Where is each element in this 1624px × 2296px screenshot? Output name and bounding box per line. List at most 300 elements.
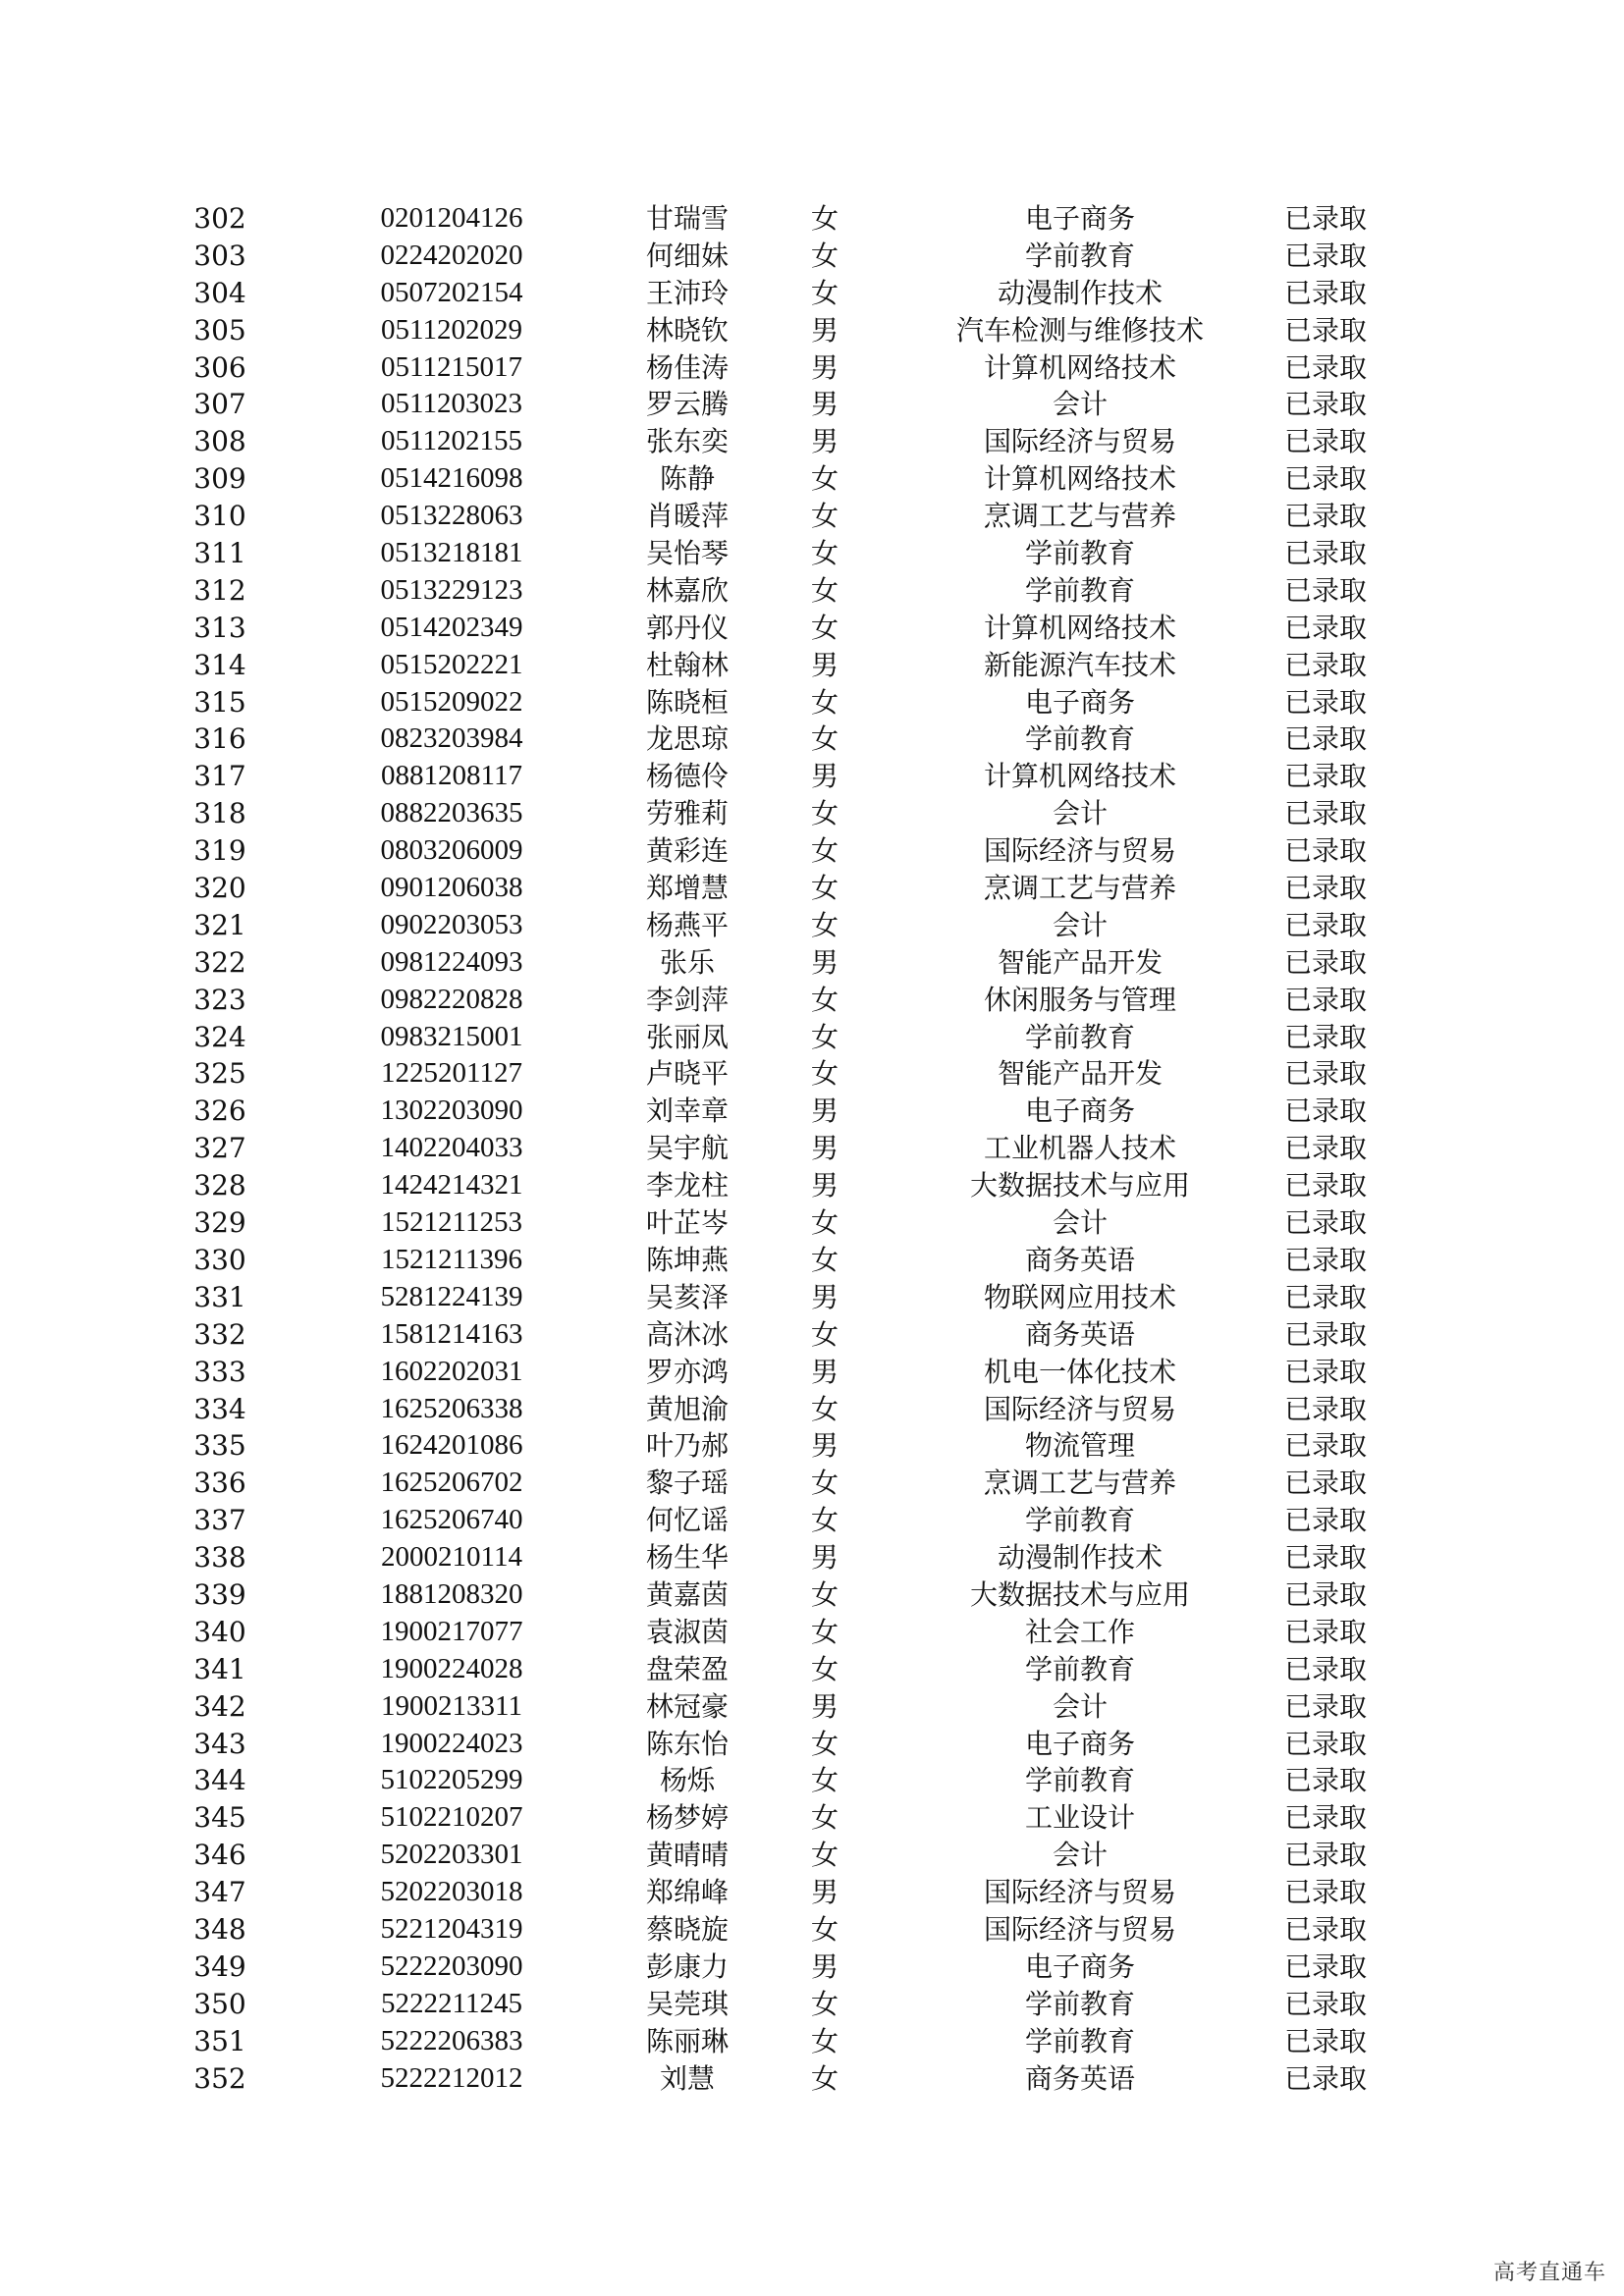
row-number-cell: 344 [193,1764,246,1797]
candidate-id-cell: 1302203090 [380,1095,523,1127]
candidate-id-cell: 1624201086 [380,1429,523,1462]
admission-status-cell: 已录取 [1283,202,1367,235]
major-cell: 工业设计 [1024,1801,1135,1835]
student-name-cell: 林冠豪 [645,1689,729,1723]
admission-status-cell: 已录取 [1283,1949,1367,1983]
row-number-cell: 310 [193,500,246,533]
watermark-text: 高考直通车 [1492,2261,1606,2285]
student-name-cell: 陈晓桓 [645,685,729,719]
major-cell: 烹调工艺与营养 [983,872,1176,905]
row-number-cell: 315 [193,685,246,719]
table-row [0,1354,1624,1391]
gender-cell: 女 [810,462,839,496]
major-cell: 计算机网络技术 [983,462,1176,496]
student-name-cell: 劳雅莉 [645,797,729,830]
gender-cell: 男 [810,1355,839,1388]
candidate-id-cell: 0224202020 [380,239,523,271]
table-row [0,1019,1624,1056]
candidate-id-cell: 0514202349 [380,611,523,643]
major-cell: 物联网应用技术 [983,1280,1176,1313]
major-cell: 商务英语 [1024,1243,1135,1276]
student-name-cell: 黄嘉茵 [645,1577,729,1611]
table-row [0,1427,1624,1465]
candidate-id-cell: 5102210207 [380,1801,523,1834]
student-name-cell: 李剑萍 [645,983,729,1016]
candidate-id-cell: 1521211396 [381,1243,522,1275]
row-number-cell: 349 [193,1949,246,1983]
admission-status-cell: 已录取 [1283,1392,1367,1425]
row-number-cell: 352 [193,2061,246,2095]
student-name-cell: 杨生华 [645,1541,729,1575]
candidate-id-cell: 1581214163 [380,1317,523,1350]
student-name-cell: 黄旭渝 [645,1392,729,1425]
candidate-id-cell: 1900224028 [380,1652,523,1684]
gender-cell: 女 [810,685,839,719]
candidate-id-cell: 0511202029 [381,313,522,346]
student-name-cell: 郑绵峰 [645,1876,729,1909]
row-number-cell: 325 [193,1057,246,1091]
row-number-cell: 318 [193,797,246,830]
gender-cell: 女 [810,202,839,235]
row-number-cell: 350 [193,1987,246,2020]
row-number-cell: 332 [193,1317,246,1351]
major-cell: 电子商务 [1024,1949,1135,1983]
gender-cell: 男 [810,313,839,347]
gender-cell: 女 [810,1577,839,1611]
table-row [0,1316,1624,1354]
gender-cell: 女 [810,573,839,607]
table-row [0,1465,1624,1502]
gender-cell: 女 [810,1243,839,1276]
candidate-id-cell: 1625206702 [380,1467,523,1499]
table-row [0,349,1624,387]
student-name-cell: 陈丽琳 [645,2024,729,2057]
major-cell: 国际经济与贸易 [983,1912,1176,1946]
student-name-cell: 罗亦鸿 [645,1355,729,1388]
table-row [0,795,1624,832]
major-cell: 社会工作 [1024,1615,1135,1648]
table-row [0,758,1624,795]
admission-status-cell: 已录取 [1283,537,1367,570]
student-name-cell: 吴莞琪 [645,1987,729,2020]
table-row [0,1055,1624,1093]
admission-status-cell: 已录取 [1283,1689,1367,1723]
table-row [0,572,1624,610]
admission-status-cell: 已录取 [1283,2024,1367,2057]
table-row [0,1204,1624,1242]
row-number-cell: 302 [193,202,246,235]
table-row [0,1911,1624,1949]
table-row [0,1874,1624,1911]
major-cell: 学前教育 [1024,1504,1135,1537]
candidate-id-cell: 0983215001 [380,1020,523,1052]
gender-cell: 女 [810,1987,839,2020]
row-number-cell: 323 [193,983,246,1016]
major-cell: 学前教育 [1024,1764,1135,1797]
table-row [0,610,1624,647]
gender-cell: 女 [810,1020,839,1053]
student-name-cell: 龙思琼 [645,722,729,756]
major-cell: 会计 [1052,797,1108,830]
student-name-cell: 叶乃郝 [645,1429,729,1463]
admission-status-cell: 已录取 [1283,462,1367,496]
student-name-cell: 吴怡琴 [645,537,729,570]
table-row [0,238,1624,275]
major-cell: 动漫制作技术 [997,1541,1163,1575]
admission-status-cell: 已录取 [1283,500,1367,533]
candidate-id-cell: 1900213311 [381,1689,522,1722]
table-row [0,423,1624,460]
row-number-cell: 341 [193,1652,246,1685]
admission-status-cell: 已录取 [1283,1912,1367,1946]
gender-cell: 女 [810,2061,839,2095]
student-name-cell: 杨梦婷 [645,1801,729,1835]
student-name-cell: 王沛玲 [645,276,729,309]
student-name-cell: 何忆谣 [645,1504,729,1537]
major-cell: 计算机网络技术 [983,760,1176,793]
major-cell: 会计 [1052,388,1108,421]
gender-cell: 女 [810,1467,839,1500]
major-cell: 大数据技术与应用 [969,1577,1190,1611]
row-number-cell: 336 [193,1467,246,1500]
table-row [0,1279,1624,1316]
row-number-cell: 330 [193,1243,246,1276]
row-number-cell: 320 [193,872,246,905]
admission-status-cell: 已录取 [1283,722,1367,756]
admission-status-cell: 已录取 [1283,1615,1367,1648]
table-row [0,647,1624,684]
row-number-cell: 338 [193,1541,246,1575]
row-number-cell: 305 [193,313,246,347]
gender-cell: 女 [810,722,839,756]
student-name-cell: 陈坤燕 [645,1243,729,1276]
row-number-cell: 303 [193,239,246,272]
student-name-cell: 卢晓平 [645,1057,729,1091]
gender-cell: 女 [810,1839,839,1872]
candidate-id-cell: 0507202154 [380,276,523,308]
gender-cell: 男 [810,648,839,681]
candidate-id-cell: 1521211253 [381,1206,522,1239]
row-number-cell: 342 [193,1689,246,1723]
candidate-id-cell: 5222206383 [380,2024,523,2056]
row-number-cell: 348 [193,1912,246,1946]
candidate-id-cell: 0515202221 [380,648,523,680]
student-name-cell: 郭丹仪 [645,611,729,644]
student-name-cell: 杜翰林 [645,648,729,681]
row-number-cell: 328 [193,1169,246,1202]
candidate-id-cell: 5222212012 [380,2061,523,2094]
table-row [0,1837,1624,1874]
admission-status-cell: 已录取 [1283,1801,1367,1835]
student-name-cell: 张丽凤 [645,1020,729,1053]
major-cell: 商务英语 [1024,2061,1135,2095]
candidate-id-cell: 0511215017 [381,350,522,383]
admission-status-cell: 已录取 [1283,1577,1367,1611]
gender-cell: 女 [810,239,839,272]
major-cell: 国际经济与贸易 [983,1876,1176,1909]
row-number-cell: 333 [193,1355,246,1388]
admission-status-cell: 已录取 [1283,2061,1367,2095]
table-row [0,1949,1624,1986]
major-cell: 学前教育 [1024,239,1135,272]
gender-cell: 男 [810,1132,839,1165]
student-name-cell: 刘慧 [659,2061,715,2095]
table-row [0,2023,1624,2060]
table-row [0,907,1624,944]
major-cell: 智能产品开发 [997,945,1163,979]
row-number-cell: 308 [193,425,246,458]
major-cell: 国际经济与贸易 [983,834,1176,868]
admission-status-cell: 已录取 [1283,1206,1367,1240]
row-number-cell: 317 [193,760,246,793]
candidate-id-cell: 0513218181 [380,537,523,569]
row-number-cell: 351 [193,2024,246,2057]
row-number-cell: 309 [193,462,246,496]
gender-cell: 男 [810,760,839,793]
gender-cell: 男 [810,1429,839,1463]
candidate-id-cell: 5102205299 [380,1764,523,1796]
candidate-id-cell: 0201204126 [380,202,523,234]
candidate-id-cell: 0981224093 [380,945,523,978]
table-row [0,1576,1624,1614]
admission-status-cell: 已录取 [1283,388,1367,421]
student-name-cell: 黄晴晴 [645,1839,729,1872]
major-cell: 汽车检测与维修技术 [955,313,1204,347]
major-cell: 新能源汽车技术 [983,648,1176,681]
major-cell: 学前教育 [1024,1987,1135,2020]
major-cell: 电子商务 [1024,1095,1135,1128]
row-number-cell: 314 [193,648,246,681]
candidate-id-cell: 0514216098 [380,462,523,495]
admission-status-cell: 已录取 [1283,983,1367,1016]
candidate-id-cell: 2000210114 [381,1541,522,1574]
major-cell: 休闲服务与管理 [983,983,1176,1016]
row-number-cell: 313 [193,611,246,644]
student-name-cell: 杨佳涛 [645,350,729,384]
table-row [0,498,1624,535]
candidate-id-cell: 1225201127 [381,1057,522,1090]
gender-cell: 男 [810,350,839,384]
student-name-cell: 罗云腾 [645,388,729,421]
student-name-cell: 吴宇航 [645,1132,729,1165]
major-cell: 工业机器人技术 [983,1132,1176,1165]
gender-cell: 男 [810,1689,839,1723]
candidate-id-cell: 5221204319 [380,1912,523,1945]
gender-cell: 女 [810,1615,839,1648]
student-name-cell: 李龙柱 [645,1169,729,1202]
gender-cell: 女 [810,983,839,1016]
admission-status-cell: 已录取 [1283,945,1367,979]
student-name-cell: 郑增慧 [645,872,729,905]
candidate-id-cell: 0513228063 [380,500,523,532]
student-name-cell: 盘荣盈 [645,1652,729,1685]
major-cell: 国际经济与贸易 [983,425,1176,458]
admission-status-cell: 已录取 [1283,1243,1367,1276]
major-cell: 会计 [1052,1689,1108,1723]
student-name-cell: 张乐 [659,945,715,979]
table-row [0,200,1624,238]
row-number-cell: 345 [193,1801,246,1835]
admission-status-cell: 已录取 [1283,760,1367,793]
table-row [0,535,1624,572]
row-number-cell: 331 [193,1280,246,1313]
student-name-cell: 肖暖萍 [645,500,729,533]
gender-cell: 女 [810,1206,839,1240]
admission-status-cell: 已录取 [1283,611,1367,644]
table-row [0,944,1624,982]
row-number-cell: 311 [193,537,246,570]
gender-cell: 女 [810,908,839,941]
gender-cell: 女 [810,1317,839,1351]
row-number-cell: 327 [193,1132,246,1165]
major-cell: 学前教育 [1024,2024,1135,2057]
gender-cell: 女 [810,834,839,868]
admission-status-cell: 已录取 [1283,648,1367,681]
gender-cell: 女 [810,872,839,905]
table-row [0,386,1624,423]
gender-cell: 女 [810,1801,839,1835]
major-cell: 电子商务 [1024,685,1135,719]
admission-status-cell: 已录取 [1283,797,1367,830]
row-number-cell: 326 [193,1095,246,1128]
table-row [0,870,1624,907]
candidate-id-cell: 0803206009 [380,834,523,867]
candidate-id-cell: 1881208320 [380,1577,523,1610]
gender-cell: 女 [810,797,839,830]
admission-status-cell: 已录取 [1283,1652,1367,1685]
student-name-cell: 吴荄泽 [645,1280,729,1313]
table-row [0,1726,1624,1763]
candidate-id-cell: 0881208117 [381,760,522,792]
row-number-cell: 312 [193,573,246,607]
candidate-id-cell: 1602202031 [380,1355,523,1387]
admission-status-cell: 已录取 [1283,1057,1367,1091]
major-cell: 会计 [1052,1839,1108,1872]
major-cell: 烹调工艺与营养 [983,500,1176,533]
major-cell: 动漫制作技术 [997,276,1163,309]
major-cell: 电子商务 [1024,202,1135,235]
row-number-cell: 319 [193,834,246,868]
row-number-cell: 340 [193,1615,246,1648]
candidate-id-cell: 5222203090 [380,1949,523,1982]
student-name-cell: 杨燕平 [645,908,729,941]
student-name-cell: 陈静 [659,462,715,496]
student-name-cell: 张东奕 [645,425,729,458]
table-row [0,721,1624,758]
table-row [0,684,1624,721]
table-row [0,2060,1624,2098]
row-number-cell: 347 [193,1876,246,1909]
admission-status-cell: 已录取 [1283,685,1367,719]
major-cell: 学前教育 [1024,722,1135,756]
gender-cell: 男 [810,388,839,421]
gender-cell: 女 [810,1057,839,1091]
student-name-cell: 黄彩连 [645,834,729,868]
row-number-cell: 346 [193,1839,246,1872]
admission-status-cell: 已录取 [1283,1839,1367,1872]
admission-status-cell: 已录取 [1283,1095,1367,1128]
table-row [0,1242,1624,1279]
table-row [0,275,1624,312]
gender-cell: 男 [810,1949,839,1983]
admission-status-cell: 已录取 [1283,1317,1367,1351]
admission-status-cell: 已录取 [1283,908,1367,941]
major-cell: 智能产品开发 [997,1057,1163,1091]
gender-cell: 女 [810,1912,839,1946]
row-number-cell: 334 [193,1392,246,1425]
candidate-id-cell: 0511203023 [381,388,522,420]
gender-cell: 女 [810,1764,839,1797]
candidate-id-cell: 0982220828 [380,983,523,1015]
admission-status-cell: 已录取 [1283,1132,1367,1165]
student-name-cell: 叶芷岑 [645,1206,729,1240]
gender-cell: 男 [810,1876,839,1909]
admission-status-cell: 已录取 [1283,425,1367,458]
gender-cell: 女 [810,1652,839,1685]
candidate-id-cell: 0882203635 [380,797,523,829]
gender-cell: 男 [810,945,839,979]
student-name-cell: 彭康力 [645,1949,729,1983]
gender-cell: 男 [810,1169,839,1202]
student-name-cell: 刘幸章 [645,1095,729,1128]
student-name-cell: 袁淑茵 [645,1615,729,1648]
admission-status-cell: 已录取 [1283,1764,1367,1797]
table-row [0,1391,1624,1428]
row-number-cell: 316 [193,722,246,756]
candidate-id-cell: 1625206338 [380,1392,523,1424]
student-name-cell: 蔡晓旋 [645,1912,729,1946]
major-cell: 大数据技术与应用 [969,1169,1190,1202]
candidate-id-cell: 5281224139 [380,1280,523,1312]
table-row [0,832,1624,870]
admission-status-cell: 已录取 [1283,1020,1367,1053]
candidate-id-cell: 1900224023 [380,1727,523,1759]
candidate-id-cell: 1625206740 [380,1504,523,1536]
admission-table [0,200,1624,2097]
candidate-id-cell: 1402204033 [380,1132,523,1164]
gender-cell: 男 [810,1280,839,1313]
admission-status-cell: 已录取 [1283,1280,1367,1313]
admission-status-cell: 已录取 [1283,872,1367,905]
gender-cell: 男 [810,1095,839,1128]
admission-status-cell: 已录取 [1283,1876,1367,1909]
gender-cell: 女 [810,1727,839,1760]
major-cell: 电子商务 [1024,1727,1135,1760]
candidate-id-cell: 0901206038 [380,872,523,904]
row-number-cell: 343 [193,1727,246,1760]
major-cell: 学前教育 [1024,1652,1135,1685]
row-number-cell: 307 [193,388,246,421]
gender-cell: 女 [810,2024,839,2057]
admission-status-cell: 已录取 [1283,834,1367,868]
row-number-cell: 304 [193,276,246,309]
major-cell: 学前教育 [1024,537,1135,570]
admission-status-cell: 已录取 [1283,1727,1367,1760]
major-cell: 学前教育 [1024,1020,1135,1053]
gender-cell: 男 [810,1541,839,1575]
row-number-cell: 321 [193,908,246,941]
major-cell: 计算机网络技术 [983,611,1176,644]
major-cell: 国际经济与贸易 [983,1392,1176,1425]
student-name-cell: 高沐冰 [645,1317,729,1351]
admission-status-cell: 已录取 [1283,1429,1367,1463]
table-row [0,1651,1624,1688]
admission-status-cell: 已录取 [1283,1467,1367,1500]
major-cell: 会计 [1052,908,1108,941]
admission-status-cell: 已录取 [1283,313,1367,347]
candidate-id-cell: 5222211245 [381,1987,522,2019]
table-row [0,1167,1624,1204]
